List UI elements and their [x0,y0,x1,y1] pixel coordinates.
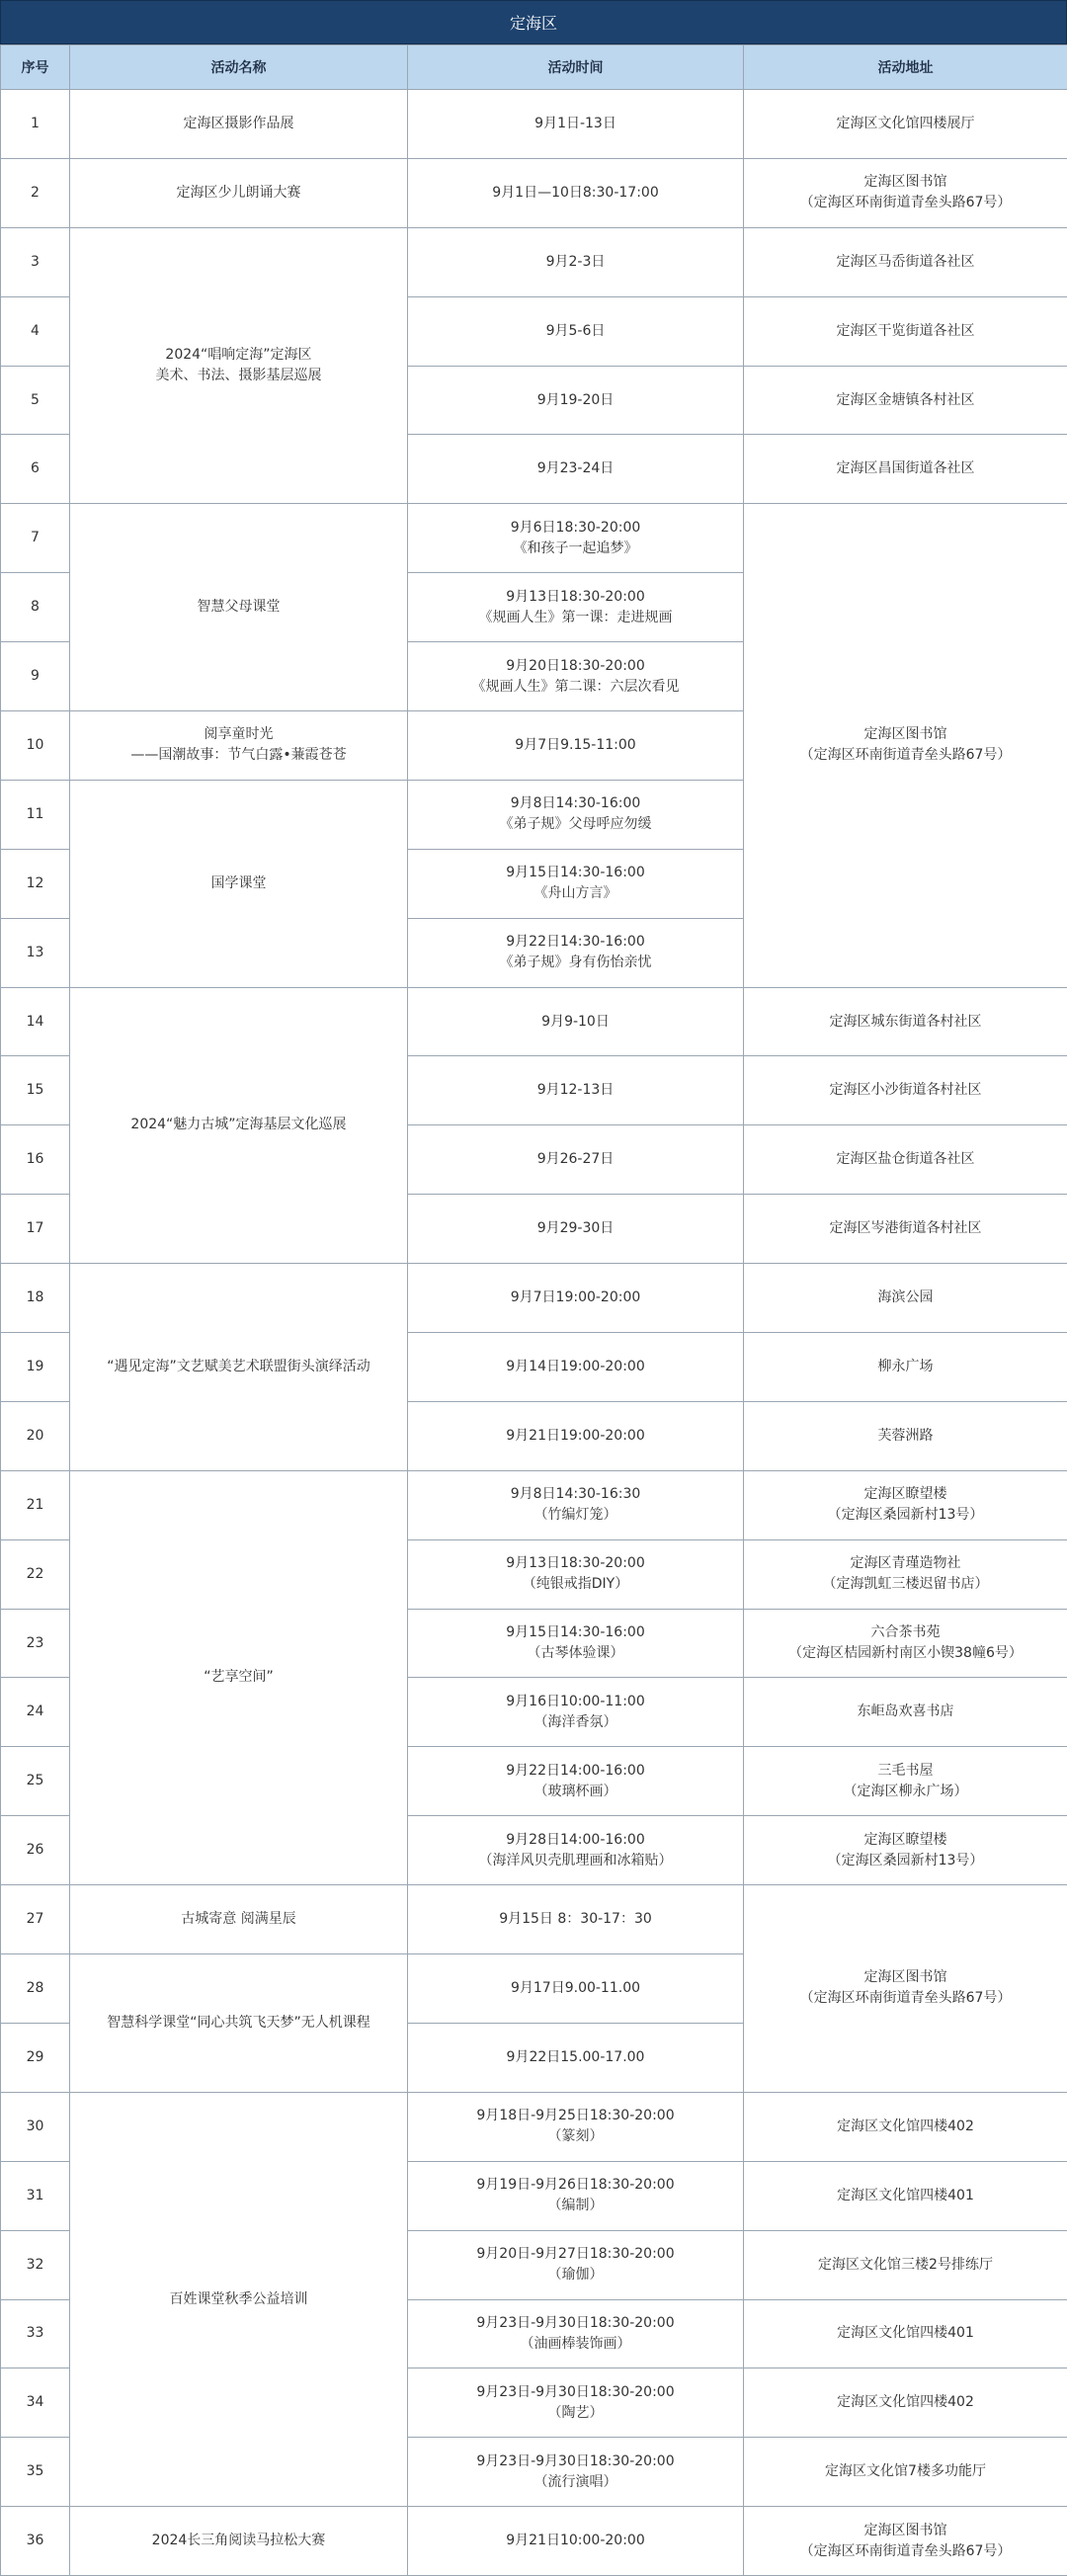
row-number: 3 [1,227,70,296]
row-number: 7 [1,504,70,573]
activity-time-cell: 9月19日-9月26日18:30-20:00 （编制） [408,2161,744,2230]
activity-name-cell: 2024长三角阅读马拉松大赛 [70,2507,408,2576]
activity-name-cell: 定海区少儿朗诵大赛 [70,158,408,227]
activity-name-cell: 智慧父母课堂 [70,504,408,711]
activity-address-cell: 三毛书屋 （定海区柳永广场） [744,1747,1067,1816]
table-row [1,1885,1067,1954]
activity-time-cell: 9月2-3日 [408,227,744,296]
table-title: 定海区 [0,0,1067,44]
activity-time-cell: 9月26-27日 [408,1125,744,1195]
activity-time-cell: 9月13日18:30-20:00 《规画人生》第一课：走进规画 [408,573,744,642]
activity-time-cell: 9月8日14:30-16:00 《弟子规》父母呼应勿缓 [408,780,744,849]
activity-address-cell: 定海区文化馆7楼多功能厅 [744,2438,1067,2507]
activity-name-cell: 国学课堂 [70,780,408,987]
row-number: 35 [1,2438,70,2507]
row-number: 28 [1,1954,70,2024]
row-number: 24 [1,1678,70,1747]
activity-name-cell: 2024“唱响定海”定海区 美术、书法、摄影基层巡展 [70,227,408,504]
table-row [1,90,1067,159]
activity-time-cell: 9月7日9.15-11:00 [408,711,744,781]
activity-time-cell: 9月23日-9月30日18:30-20:00 （油画棒装饰画） [408,2299,744,2368]
activity-time-cell: 9月23-24日 [408,435,744,504]
row-number: 8 [1,573,70,642]
row-number: 27 [1,1885,70,1954]
activity-time-cell: 9月23日-9月30日18:30-20:00 （流行演唱） [408,2438,744,2507]
row-number: 21 [1,1470,70,1539]
activity-time-cell: 9月16日10:00-11:00 （海洋香氛） [408,1678,744,1747]
activity-address-cell: 定海区小沙街道各村社区 [744,1056,1067,1125]
activity-address-cell: 定海区文化馆三楼2号排练厅 [744,2230,1067,2299]
activity-address-cell: 东岠岛欢喜书店 [744,1678,1067,1747]
activity-address-cell: 定海区马岙街道各社区 [744,227,1067,296]
row-number: 36 [1,2507,70,2576]
header-row [1,45,1067,90]
row-number: 15 [1,1056,70,1125]
activity-address-cell: 定海区瞭望楼 （定海区桑园新村13号） [744,1470,1067,1539]
activity-time-cell: 9月22日15.00-17.00 [408,2023,744,2092]
activity-address-cell: 定海区盐仓街道各社区 [744,1125,1067,1195]
activity-name-cell: 2024“魅力古城”定海基层文化巡展 [70,987,408,1264]
activity-address-cell: 定海区图书馆 （定海区环南街道青垒头路67号） [744,1885,1067,2093]
activity-table [0,44,1067,2576]
activity-time-cell: 9月8日14:30-16:30 （竹编灯笼） [408,1470,744,1539]
activity-address-cell: 定海区文化馆四楼401 [744,2299,1067,2368]
activity-time-cell: 9月9-10日 [408,987,744,1056]
row-number: 18 [1,1264,70,1333]
row-number: 22 [1,1539,70,1609]
row-number: 1 [1,90,70,159]
row-number: 23 [1,1609,70,1678]
activity-address-cell: 芙蓉洲路 [744,1401,1067,1470]
table-row [1,1264,1067,1333]
activity-time-cell: 9月21日19:00-20:00 [408,1401,744,1470]
row-number: 10 [1,711,70,781]
activity-address-cell: 定海区图书馆 （定海区环南街道青垒头路67号） [744,158,1067,227]
activity-time-cell: 9月7日19:00-20:00 [408,1264,744,1333]
row-number: 4 [1,296,70,366]
row-number: 34 [1,2368,70,2438]
activity-time-cell: 9月22日14:30-16:00 《弟子规》身有伤怡亲忧 [408,918,744,987]
table-row [1,504,1067,573]
row-number: 16 [1,1125,70,1195]
row-number: 11 [1,780,70,849]
activity-time-cell: 9月29-30日 [408,1195,744,1264]
activity-name-cell: 智慧科学课堂“同心共筑飞天梦”无人机课程 [70,1954,408,2093]
activity-address-cell: 定海区图书馆 （定海区环南街道青垒头路67号） [744,504,1067,987]
activity-time-cell: 9月12-13日 [408,1056,744,1125]
activity-name-cell: “艺享空间” [70,1470,408,1884]
row-number: 17 [1,1195,70,1264]
header-activity-time: 活动时间 [408,45,744,90]
row-number: 12 [1,849,70,918]
row-number: 20 [1,1401,70,1470]
activity-time-cell: 9月15日 8：30-17：30 [408,1885,744,1954]
table-row [1,158,1067,227]
activity-address-cell: 定海区文化馆四楼401 [744,2161,1067,2230]
activity-time-cell: 9月23日-9月30日18:30-20:00 （陶艺） [408,2368,744,2438]
activity-address-cell: 定海区文化馆四楼402 [744,2368,1067,2438]
activity-time-cell: 9月17日9.00-11.00 [408,1954,744,2024]
row-number: 9 [1,642,70,711]
activity-time-cell: 9月18日-9月25日18:30-20:00 （篆刻） [408,2092,744,2161]
activity-time-cell: 9月28日14:00-16:00 （海洋风贝壳肌理画和冰箱贴） [408,1816,744,1885]
row-number: 33 [1,2299,70,2368]
row-number: 30 [1,2092,70,2161]
row-number: 29 [1,2023,70,2092]
activity-time-cell: 9月1日—10日8:30-17:00 [408,158,744,227]
table-body [1,90,1067,2576]
activity-name-cell: 定海区摄影作品展 [70,90,408,159]
activity-address-cell: 定海区城东街道各村社区 [744,987,1067,1056]
activity-time-cell: 9月20日18:30-20:00 《规画人生》第二课：六层次看见 [408,642,744,711]
activity-name-cell: 阅享童时光 ——国潮故事：节气白露•蒹霞苍苍 [70,711,408,781]
header-activity-name: 活动名称 [70,45,408,90]
activity-time-cell: 9月21日10:00-20:00 [408,2507,744,2576]
activity-name-cell: 百姓课堂秋季公益培训 [70,2092,408,2506]
activity-time-cell: 9月19-20日 [408,366,744,435]
row-number: 6 [1,435,70,504]
activity-address-cell: 定海区金塘镇各村社区 [744,366,1067,435]
row-number: 14 [1,987,70,1056]
row-number: 26 [1,1816,70,1885]
activity-time-cell: 9月14日19:00-20:00 [408,1333,744,1402]
row-number: 32 [1,2230,70,2299]
table-row [1,1470,1067,1539]
table-row [1,2092,1067,2161]
activity-address-cell: 海滨公园 [744,1264,1067,1333]
activity-name-cell: “遇见定海”文艺赋美艺术联盟街头演绎活动 [70,1264,408,1471]
activity-time-cell: 9月22日14:00-16:00 （玻璃杯画） [408,1747,744,1816]
activity-time-cell: 9月20日-9月27日18:30-20:00 （瑜伽） [408,2230,744,2299]
activity-address-cell: 定海区岑港街道各村社区 [744,1195,1067,1264]
activity-address-cell: 定海区青瑾造物社 （定海凯虹三楼迟留书店） [744,1539,1067,1609]
table-row [1,2507,1067,2576]
activity-address-cell: 定海区昌国街道各社区 [744,435,1067,504]
table-row [1,987,1067,1056]
row-number: 2 [1,158,70,227]
row-number: 31 [1,2161,70,2230]
activity-address-cell: 定海区瞭望楼 （定海区桑园新村13号） [744,1816,1067,1885]
activity-time-cell: 9月5-6日 [408,296,744,366]
activity-address-cell: 定海区干览街道各社区 [744,296,1067,366]
row-number: 19 [1,1333,70,1402]
activity-address-cell: 六合茶书苑 （定海区桔园新村南区小锲38幢6号） [744,1609,1067,1678]
activity-time-cell: 9月6日18:30-20:00 《和孩子一起追梦》 [408,504,744,573]
activity-address-cell: 定海区图书馆 （定海区环南街道青垒头路67号） [744,2507,1067,2576]
activity-time-cell: 9月15日14:30-16:00 （古琴体验课） [408,1609,744,1678]
activity-time-cell: 9月15日14:30-16:00 《舟山方言》 [408,849,744,918]
header-activity-address: 活动地址 [744,45,1067,90]
activity-name-cell: 古城寄意 阅满星辰 [70,1885,408,1954]
row-number: 5 [1,366,70,435]
activity-address-cell: 定海区文化馆四楼402 [744,2092,1067,2161]
row-number: 13 [1,918,70,987]
table-row [1,227,1067,296]
activity-time-cell: 9月1日-13日 [408,90,744,159]
activity-address-cell: 定海区文化馆四楼展厅 [744,90,1067,159]
activity-time-cell: 9月13日18:30-20:00 （纯银戒指DIY） [408,1539,744,1609]
header-number: 序号 [1,45,70,90]
row-number: 25 [1,1747,70,1816]
activity-address-cell: 柳永广场 [744,1333,1067,1402]
